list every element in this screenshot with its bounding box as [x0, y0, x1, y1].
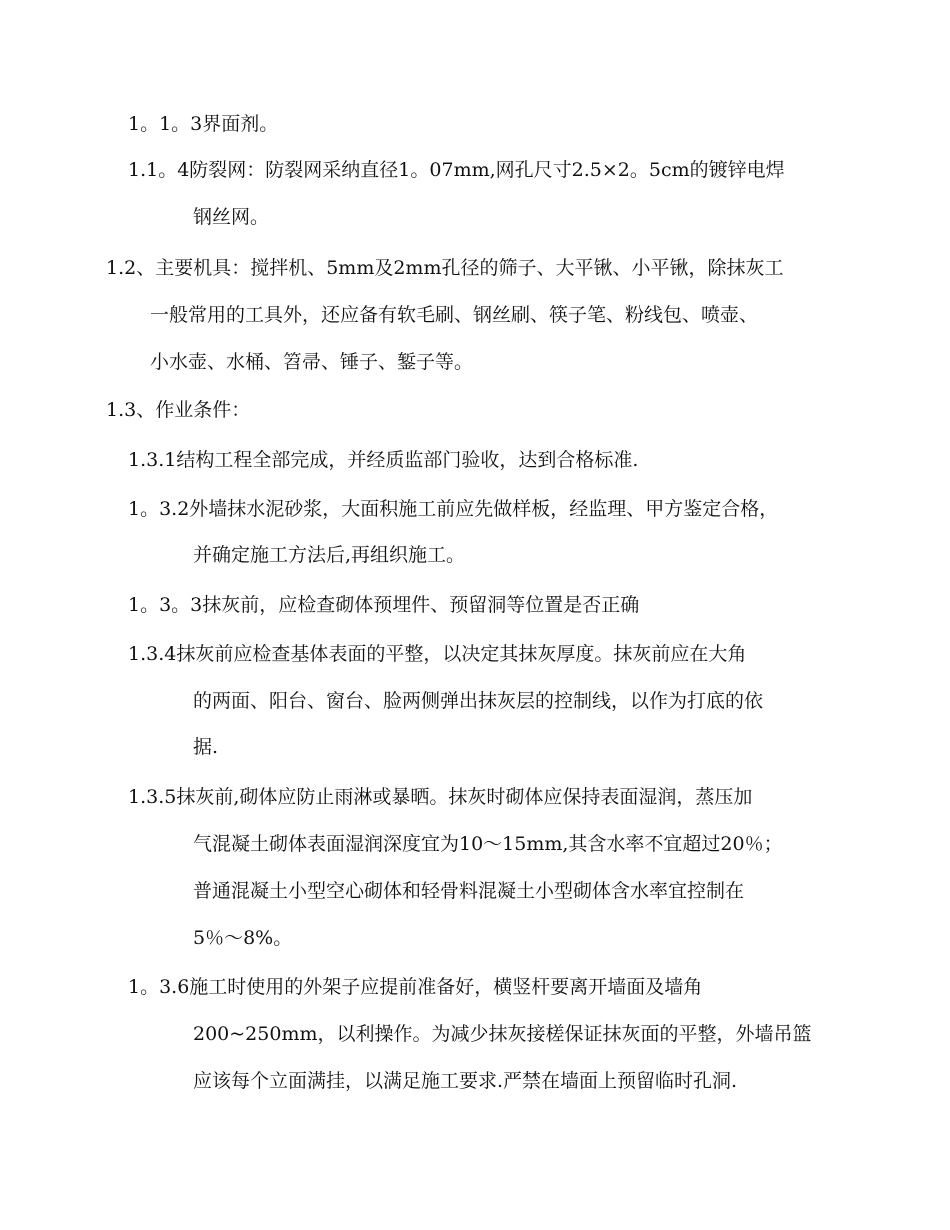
text-line: 1.1。4防裂网：防裂网采纳直径1。07mm,网孔尺寸2.5×2。5cm的镀锌电焊 [128, 159, 785, 181]
text-line: 的两面、阳台、窗台、脸两侧弹出抹灰层的控制线，以作为打底的依 [193, 690, 764, 712]
text-line: 据. [193, 736, 219, 758]
text-line: 1。3.2外墙抹水泥砂浆，大面积施工前应先做样板，经监理、甲方鉴定合格， [128, 498, 779, 520]
text-line: 1。1。3界面剂。 [128, 113, 279, 135]
text-line: 200~250mm，以利操作。为减少抹灰接槎保证抹灰面的平整，外墙吊篮 [193, 1023, 812, 1045]
text-line: 1。3.6施工时使用的外架子应提前准备好，横竖杆要离开墙面及墙角 [128, 976, 703, 998]
text-line: 1.3、作业条件： [106, 399, 251, 421]
text-line: 并确定施工方法后,再组织施工。 [193, 544, 466, 566]
text-line: 应该每个立面满挂，以满足施工要求.严禁在墙面上预留临时孔洞. [193, 1070, 738, 1092]
text-line: 普通混凝土小型空心砌体和轻骨料混凝土小型砌体含水率宜控制在 [193, 880, 745, 902]
text-line: 钢丝网。 [193, 206, 270, 228]
text-line: 气混凝土砌体表面湿润深度宜为10～15mm,其含水率不宜超过20％； [193, 833, 783, 855]
text-line: 1.3.4抹灰前应检查基体表面的平整，以决定其抹灰厚度。抹灰前应在大角 [128, 643, 747, 665]
text-line: 1.3.5抹灰前,砌体应防止雨淋或暴晒。抹灰时砌体应保持表面湿润，蒸压加 [128, 786, 753, 808]
text-line: 小水壶、水桶、笤帚、锤子、錾子等。 [150, 351, 474, 373]
text-line: 1.3.1结构工程全部完成，并经质监部门验收，达到合格标准. [128, 449, 639, 471]
text-line: 1.2、主要机具：搅拌机、5mm及2mm孔径的筛子、大平锹、小平锹，除抹灰工 [106, 257, 784, 279]
text-line: 一般常用的工具外，还应备有软毛刷、钢丝刷、筷子笔、粉线包、喷壶、 [150, 304, 759, 326]
text-line: 5％～8%。 [193, 927, 293, 949]
text-line: 1。3。3抹灰前，应检查砌体预埋件、预留洞等位置是否正确 [128, 594, 640, 616]
